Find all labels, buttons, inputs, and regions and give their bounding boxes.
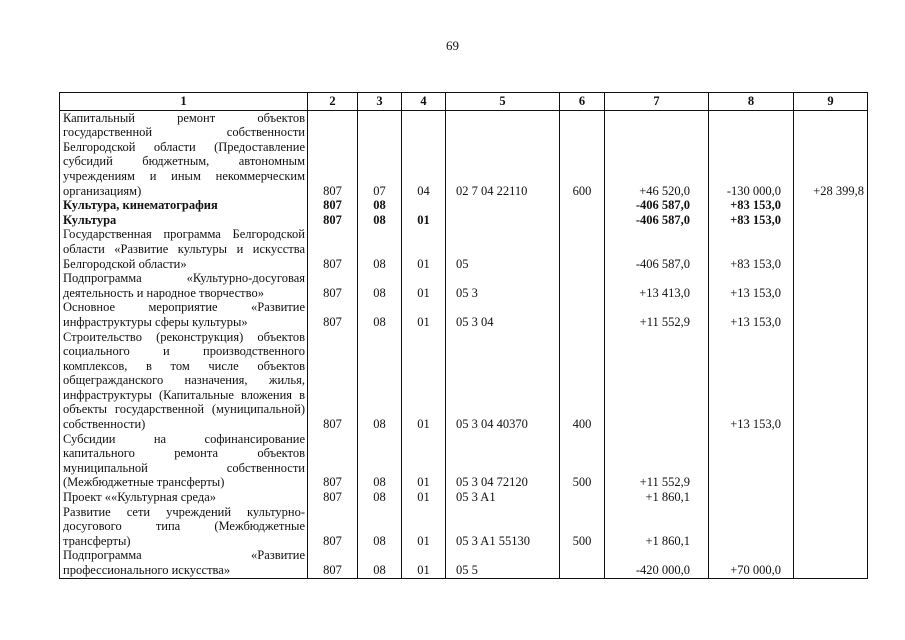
amount-col-8: -130 000,0	[709, 110, 794, 198]
target-item-code: 05 3 A1	[446, 490, 560, 505]
expense-type-code	[560, 213, 605, 228]
ministry-code: 807	[308, 300, 358, 329]
row-name: Культура	[60, 213, 308, 228]
column-header: 9	[794, 93, 868, 111]
amount-col-7: -420 000,0	[605, 548, 709, 578]
table-row	[60, 330, 868, 432]
target-item-code: 05 3 04 40370	[446, 330, 560, 432]
row-name: Государственная программа Белгородской области «Развитие культуры и искусства Белгородской области»	[60, 227, 308, 271]
row-name: Субсидии на софинансирование капитального ремонта объектов муниципальной собственности (Межбюджетные трансферты)	[60, 432, 308, 490]
section-code: 08	[358, 505, 402, 549]
table-header-row	[60, 93, 868, 111]
amount-col-7: +1 860,1	[605, 490, 709, 505]
column-header: 3	[358, 93, 402, 111]
amount-col-8	[709, 490, 794, 505]
target-item-code: 05 3 04	[446, 300, 560, 329]
column-header: 4	[402, 93, 446, 111]
table-row	[60, 490, 868, 505]
subsection-code: 01	[402, 505, 446, 549]
target-item-code	[446, 213, 560, 228]
subsection-code	[402, 198, 446, 213]
ministry-code: 807	[308, 505, 358, 549]
amount-col-7: -406 587,0	[605, 227, 709, 271]
target-item-code	[446, 198, 560, 213]
table-row	[60, 198, 868, 213]
section-code: 08	[358, 213, 402, 228]
section-code: 08	[358, 330, 402, 432]
row-name: Строительство (реконструкция) объектов социального и производственного комплексов, в том числе объектов общегражданского назначения, жилья, инфраструктуры (Капитальные вложения в объекты государственной (муниципальной) собственности)	[60, 330, 308, 432]
ministry-code: 807	[308, 198, 358, 213]
target-item-code: 05	[446, 227, 560, 271]
amount-col-8: +83 153,0	[709, 213, 794, 228]
amount-col-7: +46 520,0	[605, 110, 709, 198]
subsection-code: 01	[402, 490, 446, 505]
table-row	[60, 505, 868, 549]
expense-type-code	[560, 300, 605, 329]
row-name: Капитальный ремонт объектов государственной собственности Белгородской области (Предоставление субсидий бюджетным, автономным учреждениям и иным некоммерческим организациям)	[60, 110, 308, 198]
amount-col-9	[794, 300, 868, 329]
ministry-code: 807	[308, 213, 358, 228]
section-code: 08	[358, 227, 402, 271]
table-row	[60, 548, 868, 578]
amount-col-9	[794, 490, 868, 505]
amount-col-9: +28 399,8	[794, 110, 868, 198]
expense-type-code: 500	[560, 505, 605, 549]
expense-type-code	[560, 490, 605, 505]
section-code: 07	[358, 110, 402, 198]
subsection-code: 01	[402, 548, 446, 578]
ministry-code: 807	[308, 490, 358, 505]
table-row	[60, 110, 868, 198]
amount-col-9	[794, 432, 868, 490]
expense-type-code: 400	[560, 330, 605, 432]
amount-col-8: +13 153,0	[709, 330, 794, 432]
ministry-code: 807	[308, 330, 358, 432]
column-header: 6	[560, 93, 605, 111]
column-header: 5	[446, 93, 560, 111]
amount-col-7: -406 587,0	[605, 198, 709, 213]
amount-col-9	[794, 330, 868, 432]
row-name: Проект ««Культурная среда»	[60, 490, 308, 505]
amount-col-7: +13 413,0	[605, 271, 709, 300]
row-name: Подпрограмма «Культурно-досуговая деятельность и народное творчество»	[60, 271, 308, 300]
table-row	[60, 271, 868, 300]
target-item-code: 02 7 04 22110	[446, 110, 560, 198]
expense-type-code	[560, 198, 605, 213]
section-code: 08	[358, 271, 402, 300]
amount-col-9	[794, 227, 868, 271]
column-header: 8	[709, 93, 794, 111]
expense-type-code	[560, 271, 605, 300]
table-row	[60, 227, 868, 271]
amount-col-9	[794, 505, 868, 549]
budget-table	[59, 92, 868, 579]
section-code: 08	[358, 300, 402, 329]
table-row	[60, 300, 868, 329]
subsection-code: 01	[402, 227, 446, 271]
amount-col-7: +1 860,1	[605, 505, 709, 549]
expense-type-code	[560, 227, 605, 271]
ministry-code: 807	[308, 271, 358, 300]
subsection-code: 01	[402, 300, 446, 329]
amount-col-7: -406 587,0	[605, 213, 709, 228]
ministry-code: 807	[308, 548, 358, 578]
ministry-code: 807	[308, 432, 358, 490]
table-row	[60, 213, 868, 228]
amount-col-9	[794, 271, 868, 300]
subsection-code: 01	[402, 271, 446, 300]
row-name: Подпрограмма «Развитие профессионального искусства»	[60, 548, 308, 578]
amount-col-7: +11 552,9	[605, 432, 709, 490]
column-header: 2	[308, 93, 358, 111]
amount-col-8: +83 153,0	[709, 227, 794, 271]
column-header: 7	[605, 93, 709, 111]
amount-col-8: +13 153,0	[709, 300, 794, 329]
section-code: 08	[358, 198, 402, 213]
amount-col-8	[709, 505, 794, 549]
amount-col-7: +11 552,9	[605, 300, 709, 329]
row-name: Основное мероприятие «Развитие инфраструктуры сферы культуры»	[60, 300, 308, 329]
amount-col-9	[794, 198, 868, 213]
target-item-code: 05 3	[446, 271, 560, 300]
subsection-code: 01	[402, 432, 446, 490]
amount-col-7	[605, 330, 709, 432]
subsection-code: 01	[402, 213, 446, 228]
target-item-code: 05 3 04 72120	[446, 432, 560, 490]
expense-type-code	[560, 548, 605, 578]
target-item-code: 05 3 A1 55130	[446, 505, 560, 549]
section-code: 08	[358, 432, 402, 490]
section-code: 08	[358, 548, 402, 578]
amount-col-8	[709, 432, 794, 490]
expense-type-code: 500	[560, 432, 605, 490]
amount-col-8: +83 153,0	[709, 198, 794, 213]
section-code: 08	[358, 490, 402, 505]
subsection-code: 01	[402, 330, 446, 432]
amount-col-9	[794, 548, 868, 578]
subsection-code: 04	[402, 110, 446, 198]
amount-col-9	[794, 213, 868, 228]
table-row	[60, 432, 868, 490]
amount-col-8: +13 153,0	[709, 271, 794, 300]
ministry-code: 807	[308, 110, 358, 198]
column-header: 1	[60, 93, 308, 111]
expense-type-code: 600	[560, 110, 605, 198]
amount-col-8: +70 000,0	[709, 548, 794, 578]
target-item-code: 05 5	[446, 548, 560, 578]
ministry-code: 807	[308, 227, 358, 271]
row-name: Развитие сети учреждений культурно-досугового типа (Межбюджетные трансферты)	[60, 505, 308, 549]
row-name: Культура, кинематография	[60, 198, 308, 213]
page-number: 69	[446, 38, 459, 53]
